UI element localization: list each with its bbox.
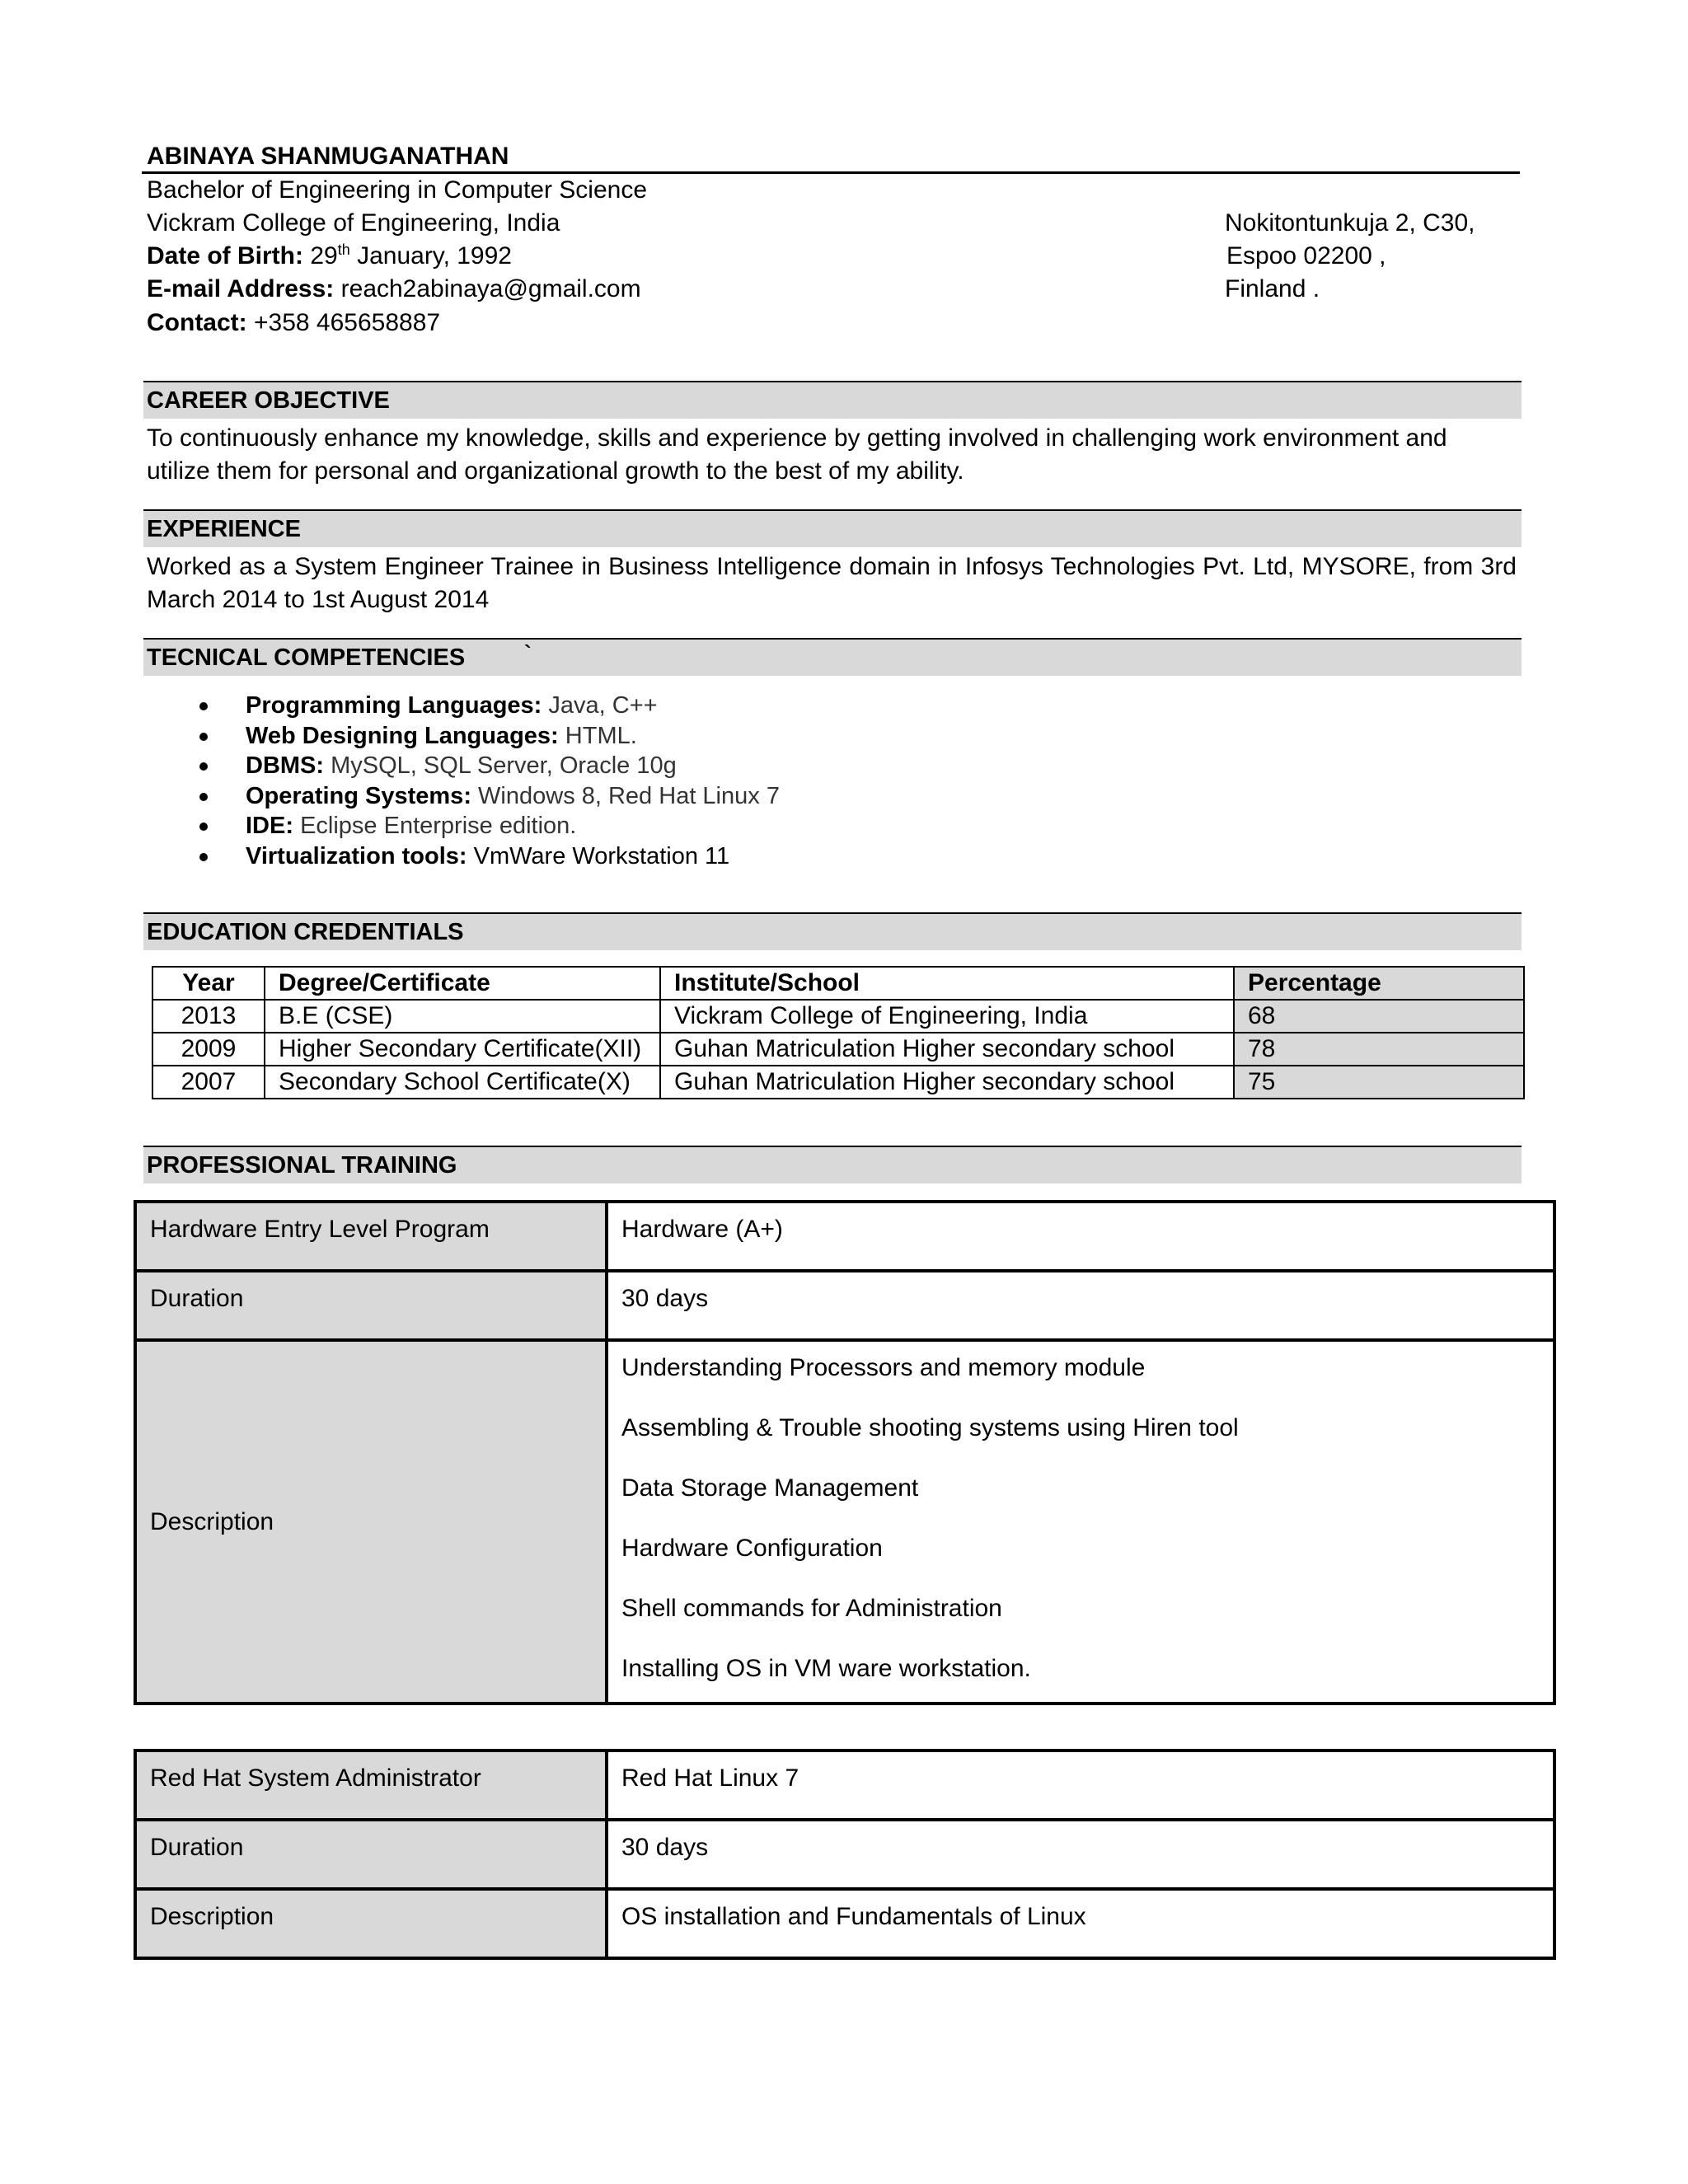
bullet-icon	[199, 702, 208, 710]
stray-backtick: `	[524, 640, 532, 665]
table-cell: 2007	[152, 1066, 265, 1099]
bullet-icon	[199, 762, 208, 771]
table-row	[152, 1033, 1524, 1066]
list-item: Understanding Processors and memory module	[621, 1354, 1146, 1381]
table-row	[152, 1000, 1524, 1033]
dob-label: Date of Birth:	[147, 242, 303, 269]
career-objective-title: CAREER OBJECTIVE	[147, 387, 390, 414]
program-subject: Hardware (A+)	[607, 1202, 1554, 1271]
training-heading	[143, 1146, 1522, 1183]
technical-title: TECNICAL COMPETENCIES	[147, 644, 466, 671]
dob-suffix: th	[337, 241, 350, 258]
education-heading	[143, 912, 1522, 950]
name-heading	[142, 142, 1520, 174]
duration-label: Duration	[135, 1820, 607, 1889]
table-row	[135, 1889, 1554, 1958]
column-header: Year	[152, 967, 265, 1000]
duration-label: Duration	[135, 1271, 607, 1340]
contact-value: +358 465658887	[254, 309, 441, 336]
table-cell: 78	[1234, 1033, 1524, 1066]
column-header: Percentage	[1234, 967, 1524, 1000]
table-cell: Secondary School Certificate(X)	[265, 1066, 660, 1099]
contact-label: Contact:	[147, 309, 247, 336]
dob-line	[147, 240, 512, 273]
description-label: Description	[135, 1889, 607, 1958]
education-table	[152, 966, 1525, 1099]
bullet-icon	[199, 733, 208, 741]
table-cell: 68	[1234, 1000, 1524, 1033]
duration-value: 30 days	[607, 1820, 1554, 1889]
table-row	[152, 1066, 1524, 1099]
table-cell: Guhan Matriculation Higher secondary school	[660, 1066, 1234, 1099]
experience-heading	[143, 509, 1522, 547]
list-item: IDE: Eclipse Enterprise edition.	[190, 811, 780, 841]
career-objective-text: To continuously enhance my knowledge, skills and experience by getting involved in challenging work environment and utilize them for personal and organizational growth to the best of my ability.	[147, 424, 1447, 485]
description-cell	[607, 1340, 1554, 1704]
email-line	[147, 273, 641, 306]
bullet-icon	[199, 793, 208, 801]
table-cell: B.E (CSE)	[265, 1000, 660, 1033]
table-cell: Vickram College of Engineering, India	[660, 1000, 1234, 1033]
column-header: Institute/School	[660, 967, 1234, 1000]
list-item: Installing OS in VM ware workstation.	[621, 1655, 1031, 1682]
dob-rest: January, 1992	[357, 242, 512, 269]
email-value: reach2abinaya@gmail.com	[340, 275, 641, 302]
table-header-row	[152, 967, 1524, 1000]
email-label: E-mail Address:	[147, 275, 335, 302]
address-line-3: Finland .	[1225, 275, 1320, 302]
bullet-icon	[199, 853, 208, 861]
experience-title: EXPERIENCE	[147, 516, 301, 542]
table-row	[135, 1750, 1554, 1820]
table-row	[135, 1271, 1554, 1340]
experience-text: Worked as a System Engineer Trainee in Business Intelligence domain in Infosys Technologies Pvt. Ltd, MYSORE, from 3rd March 2014 to 1st August 2014	[147, 553, 1517, 613]
college-line: Vickram College of Engineering, India	[147, 209, 560, 237]
list-item: Shell commands for Administration	[621, 1595, 1002, 1622]
list-item: Operating Systems: Windows 8, Red Hat Linux 7	[190, 781, 780, 812]
description-list	[621, 1352, 1540, 1685]
candidate-name: ABINAYA SHANMUGANATHAN	[147, 143, 509, 170]
education-title: EDUCATION CREDENTIALS	[147, 919, 464, 945]
program-name: Red Hat System Administrator	[135, 1750, 607, 1820]
degree-line: Bachelor of Engineering in Computer Science	[147, 176, 648, 204]
address-line-1: Nokitontunkuja 2, C30,	[1225, 209, 1475, 237]
training-table-hardware	[134, 1200, 1556, 1705]
column-header: Degree/Certificate	[265, 967, 660, 1000]
duration-value: 30 days	[607, 1271, 1554, 1340]
list-item: Programming Languages: Java, C++	[190, 691, 780, 721]
bullet-icon	[199, 823, 208, 831]
list-item: Data Storage Management	[621, 1474, 919, 1502]
dob-day: 29	[310, 242, 338, 269]
address-line-2: Espoo 02200 ,	[1226, 242, 1386, 269]
list-item: Hardware Configuration	[621, 1535, 883, 1562]
description-label: Description	[135, 1340, 607, 1704]
table-cell: 75	[1234, 1066, 1524, 1099]
list-item: Web Designing Languages: HTML.	[190, 721, 780, 752]
table-cell: 2009	[152, 1033, 265, 1066]
table-row	[135, 1202, 1554, 1271]
program-name: Hardware Entry Level Program	[135, 1202, 607, 1271]
list-item: Assembling & Trouble shooting systems using Hiren tool	[621, 1414, 1239, 1441]
table-cell: 2013	[152, 1000, 265, 1033]
list-item: Virtualization tools: VmWare Workstation 11	[190, 841, 780, 872]
table-cell: Guhan Matriculation Higher secondary school	[660, 1033, 1234, 1066]
list-item: DBMS: MySQL, SQL Server, Oracle 10g	[190, 751, 780, 781]
technical-list	[190, 691, 780, 871]
program-subject: Red Hat Linux 7	[607, 1750, 1554, 1820]
training-title: PROFESSIONAL TRAINING	[147, 1152, 457, 1179]
table-row	[135, 1820, 1554, 1889]
table-cell: Higher Secondary Certificate(XII)	[265, 1033, 660, 1066]
training-table-redhat	[134, 1749, 1556, 1960]
contact-line	[147, 307, 440, 340]
technical-heading	[143, 638, 1522, 676]
career-objective-heading	[143, 381, 1522, 419]
table-row	[135, 1340, 1554, 1704]
description-value: OS installation and Fundamentals of Linux	[607, 1889, 1554, 1958]
